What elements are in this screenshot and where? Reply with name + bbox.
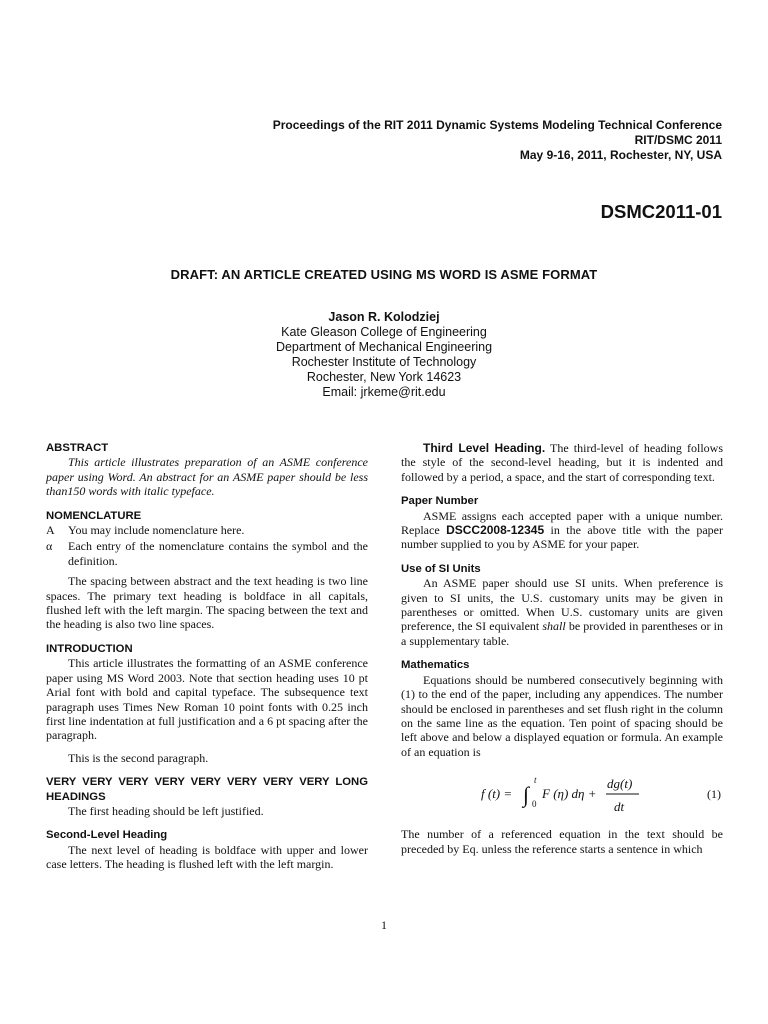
mathematics-paragraph: Equations should be numbered consecutively beginning with (1) to the end of the paper, including any appendices. The number should be enclosed in parentheses and set flush right in the column on the same line as the equation. Ten point of spacing should be left above and below a displayed equation or formula. An example of an equation is [401,672,723,759]
paper-number-code: DSCC2008-12345 [446,523,545,538]
abstract-text: This article illustrates preparation of an ASME conference paper using Word. An abstract for an ASME paper should be less than150 words with italic typeface. [46,455,368,499]
nomenclature-heading: NOMENCLATURE [46,509,142,522]
equation-fraction-denominator: dt [614,799,625,815]
nomenclature-definition: Each entry of the nomenclature contains the symbol and the definition. [68,539,368,568]
conference-name: Proceedings of the RIT 2011 Dynamic Systems Modeling Technical Conference [272,118,722,132]
equation-integrand: F (η) dη + [542,786,597,802]
third-level-heading: Third Level Heading. [423,441,546,455]
integral-lower-limit: 0 [532,799,537,810]
nomenclature-entry [46,523,368,537]
paper-title: DRAFT: AN ARTICLE CREATED USING MS WORD IS ASME FORMAT [170,267,598,282]
equation-1-graphic [401,765,723,819]
equation-lhs: f (t) = [481,786,513,802]
introduction-second-paragraph: This is the second paragraph. [68,750,209,765]
equation-reference-paragraph: The number of a referenced equation in the text should be preceded by Eq. unless the reference starts a sentence in which [401,827,723,856]
equation-number: (1) [707,787,721,802]
paper-number-text-end: in the above title with the paper number supplied to you by ASME for your paper. [401,523,723,552]
introduction-heading: INTRODUCTION [46,642,133,655]
paper-number-text: ASME assigns each accepted paper with a unique number. Replace [401,508,723,538]
author-block [0,310,768,400]
paper-number-heading: Paper Number [401,495,479,508]
si-units-text-end: be provided in parentheses or in a supplementary table. [401,619,723,648]
nomenclature-symbol: α [46,539,53,554]
conference-date-location: May 9-16, 2011, Rochester, NY, USA [519,148,722,162]
left-column [46,441,368,877]
long-heading-paragraph: The first heading should be left justified. [68,803,264,818]
second-level-heading: Second-Level Heading [46,829,168,842]
paper-number-paragraph [401,509,723,552]
long-heading: VERY VERY VERY VERY VERY VERY VERY VERY LONG HEADINGS [46,776,368,803]
conference-header [273,118,722,163]
equation-1 [401,765,723,819]
introduction-paragraph: This article illustrates the formatting of an ASME conference paper using MS Word 2003. Note that section heading uses 10 pt Arial font with bold and capital typeface. The subsequence text paragraph uses Times New Roman 10 point fonts with 0.25 inch first line indentation at full justification and a 6 pt spacing after the paragraph. [46,656,368,743]
author-address: Rochester, New York 14623 [306,370,462,384]
integral-symbol: ∫ [523,782,530,808]
third-level-paragraph [401,441,723,484]
si-units-text: An ASME paper should use SI units. When preference is given to SI units, the U.S. customary units may be given in parentheses or omitted. When U.S. customary units are given preference, the SI equivalent [401,576,723,634]
equation-fraction-numerator: dg(t) [607,776,633,792]
nomenclature-symbol: A [46,523,55,538]
si-units-heading: Use of SI Units [401,562,481,575]
nomenclature-paragraph: The spacing between abstract and the text heading is two line spaces. The primary text heading is boldface in all capitals, flushed left with the left margin. The spacing between the text and the heading is also two line spaces. [46,574,368,632]
nomenclature-definition: You may include nomenclature here. [68,523,245,538]
author-email: Email: jrkeme@rit.edu [322,385,446,399]
abstract-heading: ABSTRACT [46,442,109,454]
paper-id: DSMC2011-01 [600,201,722,222]
third-level-text: The third-level of heading follows the style of the second-level heading, but it is indented and followed by a period, a space, and the start of corresponding text. [401,441,723,484]
second-level-paragraph: The next level of heading is boldface with upper and lower case letters. The heading is flushed left with the left margin. [46,842,368,872]
conference-acronym: RIT/DSMC 2011 [634,133,722,147]
right-column [401,441,723,861]
si-units-paragraph [401,576,723,648]
author-affiliation-institute: Rochester Institute of Technology [291,355,477,369]
si-units-shall: shall [542,619,566,634]
author-name: Jason R. Kolodziej [328,310,440,324]
author-affiliation-college: Kate Gleason College of Engineering [281,325,487,339]
author-affiliation-department: Department of Mechanical Engineering [275,340,493,354]
integral-upper-limit: t [534,775,537,786]
nomenclature-entry [46,539,368,568]
page-number: 1 [381,918,387,932]
mathematics-heading: Mathematics [401,659,470,672]
